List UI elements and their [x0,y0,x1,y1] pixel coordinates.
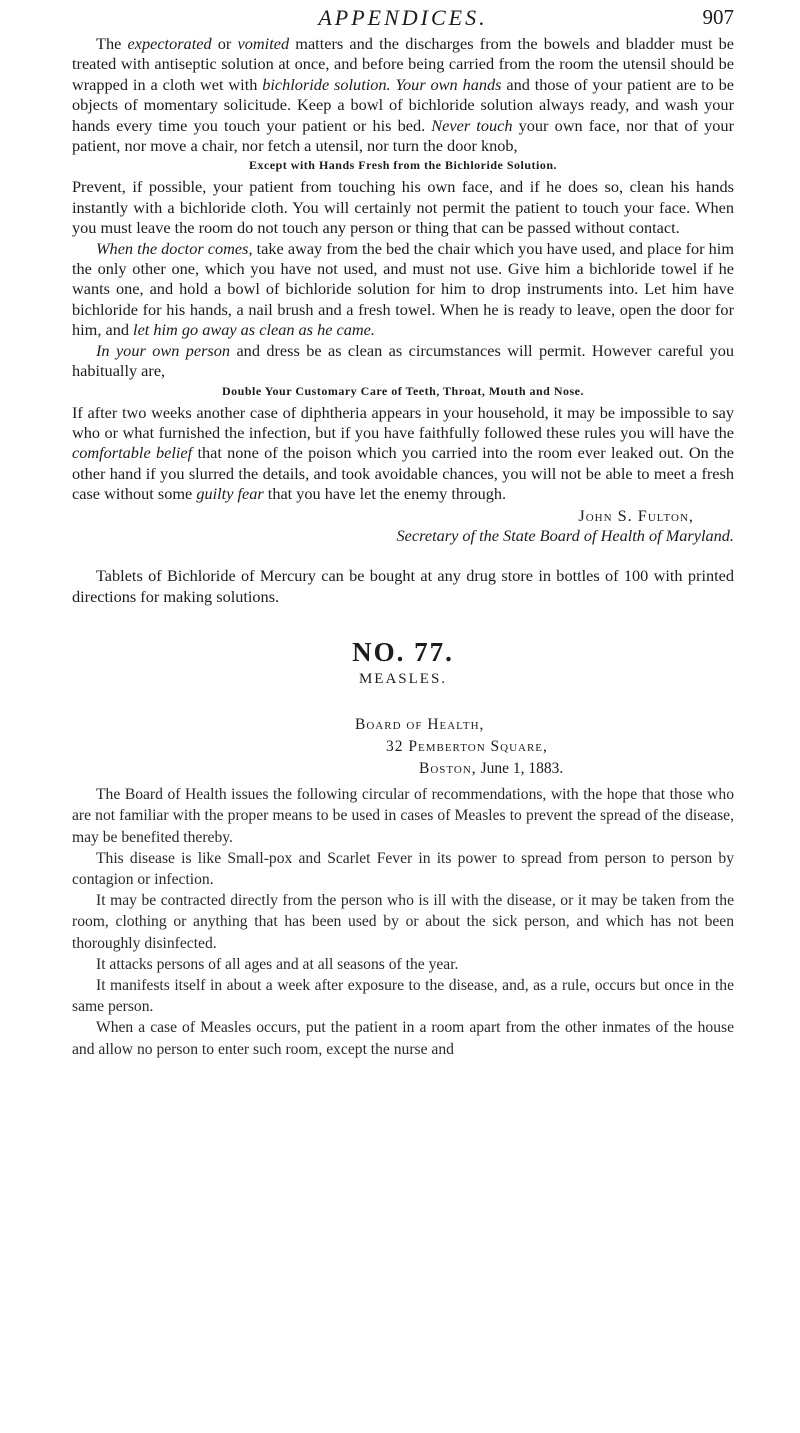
subheading-customary-care: Double Your Customary Care of Teeth, Throat, Mouth and Nose. [221,383,585,398]
signature-title: Secretary of the State Board of Health of Maryland. [396,525,734,545]
running-head [72,0,734,34]
address-line-1: Board of Health, [355,716,485,734]
paragraph-own-person: In your own person and dress be as clean as circumstances will permit. However careful you habitually are, [72,340,735,381]
section-title: MEASLES. [358,671,448,688]
circular-text [72,784,734,1060]
circular-paragraph: It attacks persons of all ages and at all seasons of the year. [96,955,459,973]
paragraph-diphtheria: If after two weeks another case of diphtheria appears in your household, it may be impossible to say who or what furnished the infection, but if you have faithfully followed these rules you will have the comfortable belief that none of the poison which you carried into the room ever leaked out. On the other hand if you slurred the details, and took avoidable chances, you will not be able to meet a fresh case without some guilty fear that you have let the enemy through. [72,402,734,504]
signature-name: John S. Fulton, [578,505,694,525]
circular-paragraph: It may be contracted directly from the person who is ill with the disease, or it may be taken from the room, clothing or anything that has been used by or about the sick person, and which has not been thoroughly disinfected. [72,892,734,952]
page-number: 907 [702,5,734,29]
address-block [72,714,734,780]
section-number: NO. 77. [352,637,454,668]
address-line-3: Boston, June 1, 1883. [419,760,564,778]
running-head-title: APPENDICES. [318,5,488,30]
circular-paragraph: It manifests itself in about a week after exposure to the disease, and, as a rule, occurs but once in the same person. [72,976,734,1016]
paragraph-prevent: Prevent, if possible, your patient from touching his own face, and if he does so, clean his hands instantly with a bichloride cloth. You will certainly not permit the patient to touch your face. When you must leave the room do not touch any person or thing that can be passed without contact. [72,177,734,238]
circular-paragraph: When a case of Measles occurs, put the patient in a room apart from the other inmates of the house and allow no person to enter such room, except the nurse and [72,1019,734,1058]
circular-paragraph: The Board of Health issues the following circular of recommendations, with the hope that those who are not familiar with the proper means to be used in cases of Measles to prevent the spread of the disease, may be benefited thereby. [72,786,734,846]
paragraph-doctor: When the doctor comes, take away from the bed the chair which you have used, and place for him the only other one, which you have not used, and must not use. Give him a bichloride towel if he wants one, and hold a bowl of bichloride solution for him to drop instruments into. Let him have bichloride for his hands, a nail brush and a fresh towel. When he is ready to leave, open the door for him, and let him go away as clean as he came. [72,238,734,340]
subheading-bichloride-hands: Except with Hands Fresh from the Bichloride Solution. [248,158,558,173]
signature-block [72,506,734,547]
paragraph-tablets: Tablets of Bichloride of Mercury can be bought at any drug store in bottles of 100 with printed directions for making solutions. [72,566,734,606]
address-line-2: 32 Pemberton Square, [386,738,548,756]
circular-paragraph: This disease is like Small-pox and Scarlet Fever in its power to spread from person to person by contagion or infection. [72,849,734,888]
paragraph-discharges: The expectorated or vomited matters and the discharges from the bowels and bladder must be treated with antiseptic solution at once, and before being carried from the room the utensil should be wrapped in a cloth wet with bichloride solution. Your own hands and those of your patient are to be objects of momentary solicitude. Keep a bowl of bichloride solution always ready, and wash your hands every time you touch your patient or his bed. Never touch your own face, nor that of your patient, nor move a chair, nor fetch a utensil, nor turn the door knob, [72,34,735,156]
